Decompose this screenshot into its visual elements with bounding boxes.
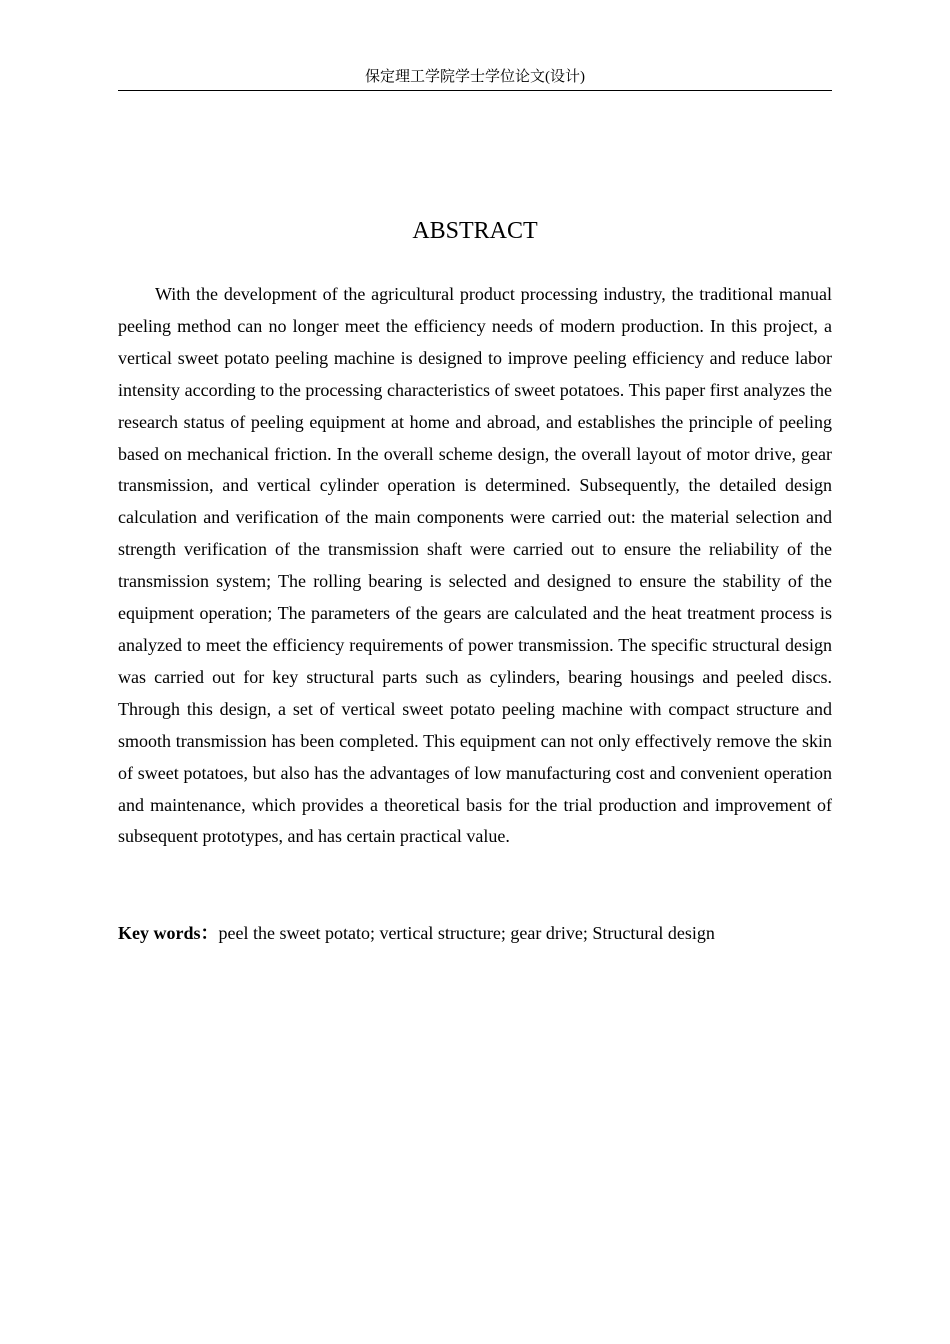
keywords-text: peel the sweet potato; vertical structure; gear drive; Structural design (218, 923, 715, 943)
abstract-title: ABSTRACT (412, 218, 538, 244)
keywords-line (118, 918, 832, 949)
keywords-label: Key words： (118, 923, 219, 943)
page-header (118, 66, 832, 91)
page-header-text: 保定理工学院学士学位论文(设计) (365, 69, 585, 85)
abstract-body: With the development of the agricultural product processing industry, the traditional manual peeling method can no longer meet the efficiency needs of modern production. In this project, a vertical sweet potato peeling machine is designed to improve peeling efficiency and reduce labor intensity according to the processing characteristics of sweet potatoes. This paper first analyzes the research status of peeling equipment at home and abroad, and establishes the principle of peeling based on mechanical friction. In the overall scheme design, the overall layout of motor drive, gear transmission, and vertical cylinder operation is determined. Subsequently, the detailed design calculation and verification of the main components were carried out: the material selection and strength verification of the transmission shaft were carried out to ensure the reliability of the transmission system; The rolling bearing is selected and designed to ensure the stability of the equipment operation; The parameters of the gears are calculated and the heat treatment process is analyzed to meet the efficiency requirements of power transmission. The specific structural design was carried out for key structural parts such as cylinders, bearing housings and peeled discs. Through this design, a set of vertical sweet potato peeling machine with compact structure and smooth transmission has been completed. This equipment can not only effectively remove the skin of sweet potatoes, but also has the advantages of low manufacturing cost and convenient operation and maintenance, which provides a theoretical basis for the trial production and improvement of subsequent prototypes, and has certain practical value. (118, 284, 832, 847)
